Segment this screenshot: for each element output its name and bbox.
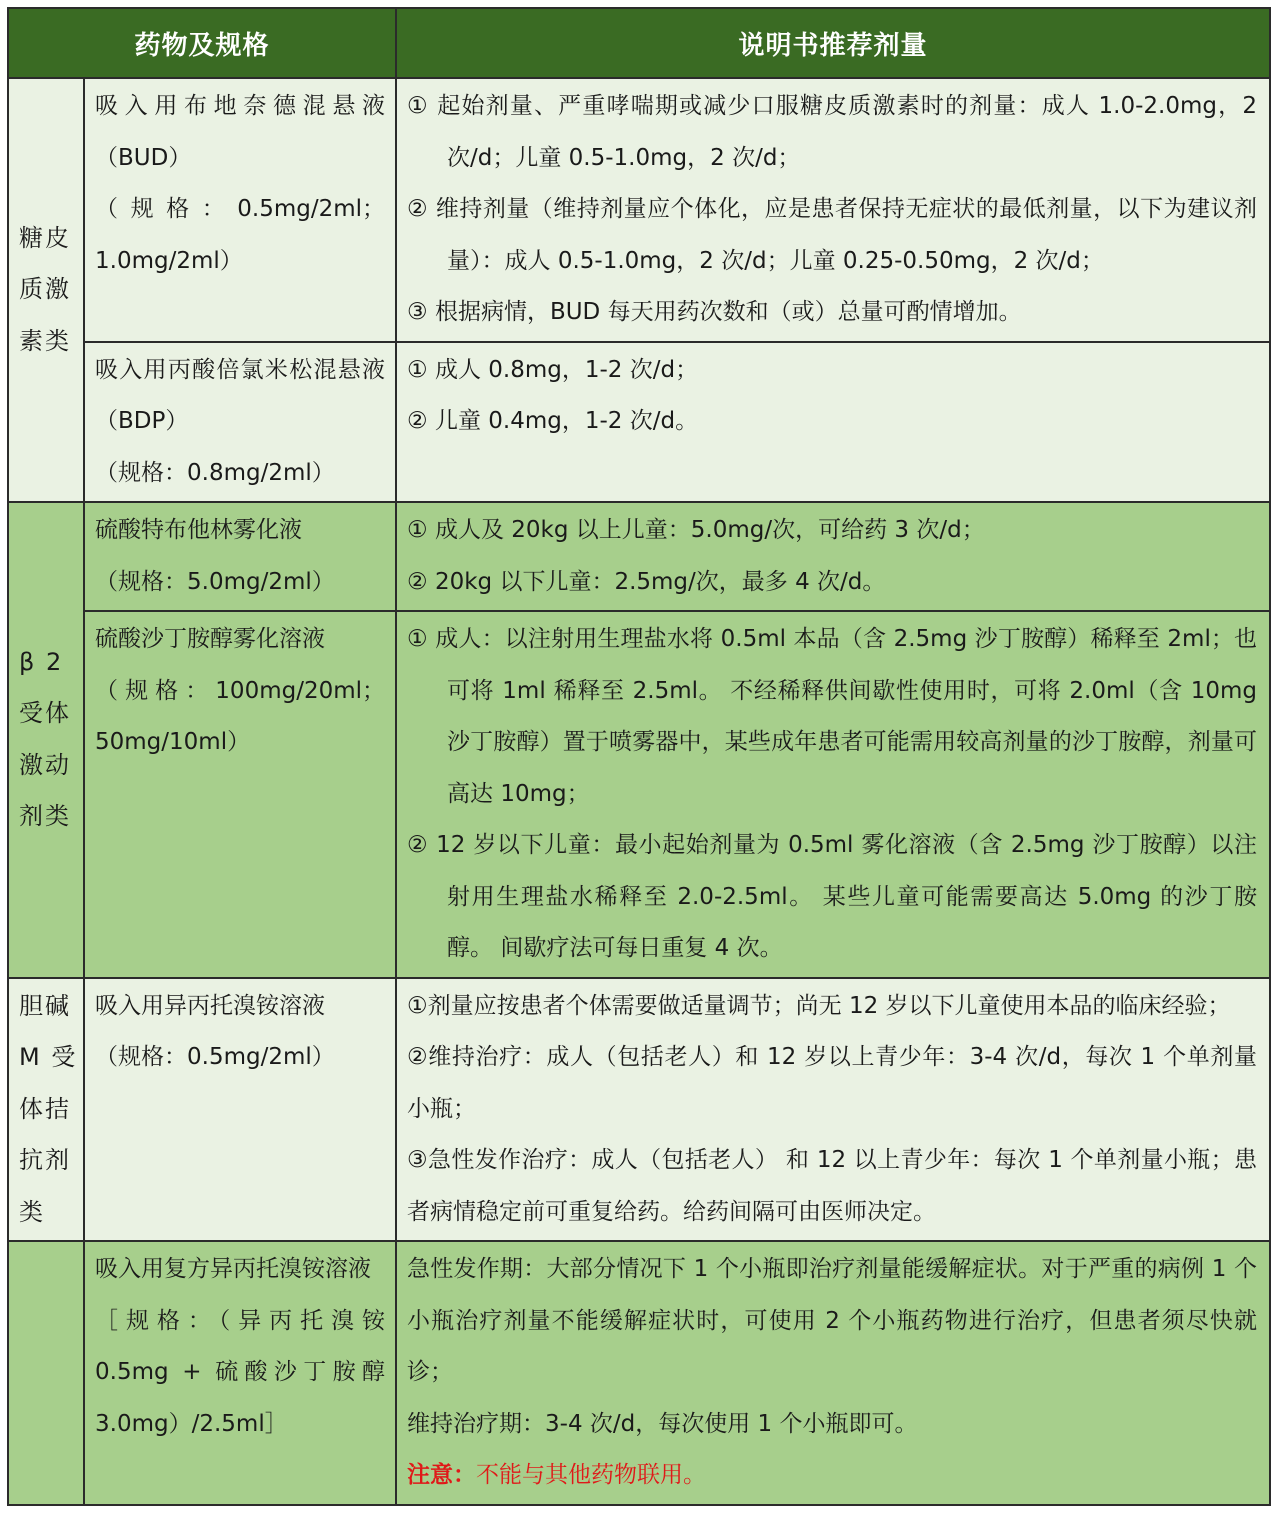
dose-item: ① 成人及 20kg 以上儿童：5.0mg/次，可给药 3 次/d； [407,517,985,543]
table-row [8,78,1270,342]
drug-spec: （规格：100mg/20ml；50mg/10ml） [95,677,386,755]
drug-cell [84,978,396,1242]
category-cell [8,1241,84,1505]
dose-cell [396,342,1270,503]
category-cell: 胆碱 M 受体拮抗剂类 [8,978,84,1242]
drug-spec: （规格：0.5mg/2ml） [95,1044,335,1070]
dose-cell [396,978,1270,1242]
category-cell: β 2 受体激动剂类 [8,502,84,978]
table-row [8,1241,1270,1505]
header-drug: 药物及规格 [8,8,396,78]
drug-spec: ［规格：（异丙托溴铵 0.5mg + 硫酸沙丁胺醇 3.0mg）/2.5ml］ [95,1307,386,1437]
dose-item: ② 儿童 0.4mg，1-2 次/d。 [407,408,699,434]
dose-item: 维持治疗期：3-4 次/d，每次使用 1 个小瓶即可。 [407,1410,918,1437]
dose-item: ① 成人：以注射用生理盐水将 0.5ml 本品（含 2.5mg 沙丁胺醇）稀释至 2ml；也可将 1ml 稀释至 2.5ml。 不经稀释供间歇性使用时，可将 2.0ml（含 10mg 沙丁胺醇）置于喷雾器中，某些成年患者可能需用较高剂量的沙丁胺醇，剂量可高达 10mg； [407,626,1257,807]
drug-name: 吸入用丙酸倍氯米松混悬液（BDP） [95,356,386,434]
drug-name: 吸入用复方异丙托溴铵溶液 [95,1256,371,1282]
dose-item: ①剂量应按患者个体需要做适量调节；尚无 12 岁以下儿童使用本品的临床经验； [407,992,1231,1019]
warning-text: 不能与其他药物联用。 [476,1462,707,1488]
table-row [8,502,1270,611]
warning-label: 注意： [407,1462,477,1488]
drug-cell [84,78,396,342]
drug-spec: （规格：0.5mg/2ml；1.0mg/2ml） [95,196,386,274]
drug-cell [84,611,396,978]
dose-item: ① 起始剂量、严重哮喘期或减少口服糖皮质激素时的剂量：成人 1.0-2.0mg，2 次/d；儿童 0.5-1.0mg，2 次/d； [407,93,1257,171]
dosage-table [7,7,1271,1506]
drug-spec: （规格：5.0mg/2ml） [95,568,335,595]
drug-cell [84,342,396,503]
dose-item: ② 20kg 以下儿童：2.5mg/次，最多 4 次/d。 [407,568,886,595]
dose-item: ③急性发作治疗：成人（包括老人） 和 12 以上青少年：每次 1 个单剂量小瓶；患者病情稳定前可重复给药。给药间隔可由医师决定。 [407,1147,1257,1225]
drug-name: 硫酸沙丁胺醇雾化溶液 [95,626,325,652]
category-cell: 糖皮质激素类 [8,78,84,502]
dose-item: ③ 根据病情，BUD 每天用药次数和（或）总量可酌情增加。 [407,299,1022,325]
header-row [8,8,1270,78]
drug-cell [84,502,396,611]
dose-cell [396,1241,1270,1505]
drug-name: 吸入用异丙托溴铵溶液 [95,992,325,1019]
dose-item: ②维持治疗：成人（包括老人）和 12 岁以上青少年：3-4 次/d，每次 1 个单剂量小瓶； [407,1044,1257,1122]
dose-cell [396,78,1270,342]
dose-item: 急性发作期：大部分情况下 1 个小瓶即治疗剂量能缓解症状。对于严重的病例 1 个小瓶治疗剂量不能缓解症状时，可使用 2 个小瓶药物进行治疗，但患者须尽快就诊； [407,1256,1257,1385]
warning-note [407,1450,1257,1502]
header-dose: 说明书推荐剂量 [396,8,1270,78]
dose-item: ② 12 岁以下儿童：最小起始剂量为 0.5ml 雾化溶液（含 2.5mg 沙丁胺醇）以注射用生理盐水稀释至 2.0-2.5ml。 某些儿童可能需要高达 5.0mg 的沙丁胺醇。 间歇疗法可每日重复 4 次。 [407,832,1257,961]
table-row [8,342,1270,503]
dose-item: ② 维持剂量（维持剂量应个体化，应是患者保持无症状的最低剂量，以下为建议剂量）：成人 0.5-1.0mg，2 次/d；儿童 0.25-0.50mg，2 次/d； [407,196,1257,274]
drug-cell [84,1241,396,1505]
dose-cell [396,502,1270,611]
drug-spec: （规格：0.8mg/2ml） [95,459,335,486]
drug-name: 吸入用布地奈德混悬液（BUD） [95,93,386,171]
table-row [8,611,1270,978]
dose-cell [396,611,1270,978]
dose-item: ① 成人 0.8mg，1-2 次/d； [407,356,699,383]
drug-name: 硫酸特布他林雾化液 [95,517,302,543]
table-row [8,978,1270,1242]
